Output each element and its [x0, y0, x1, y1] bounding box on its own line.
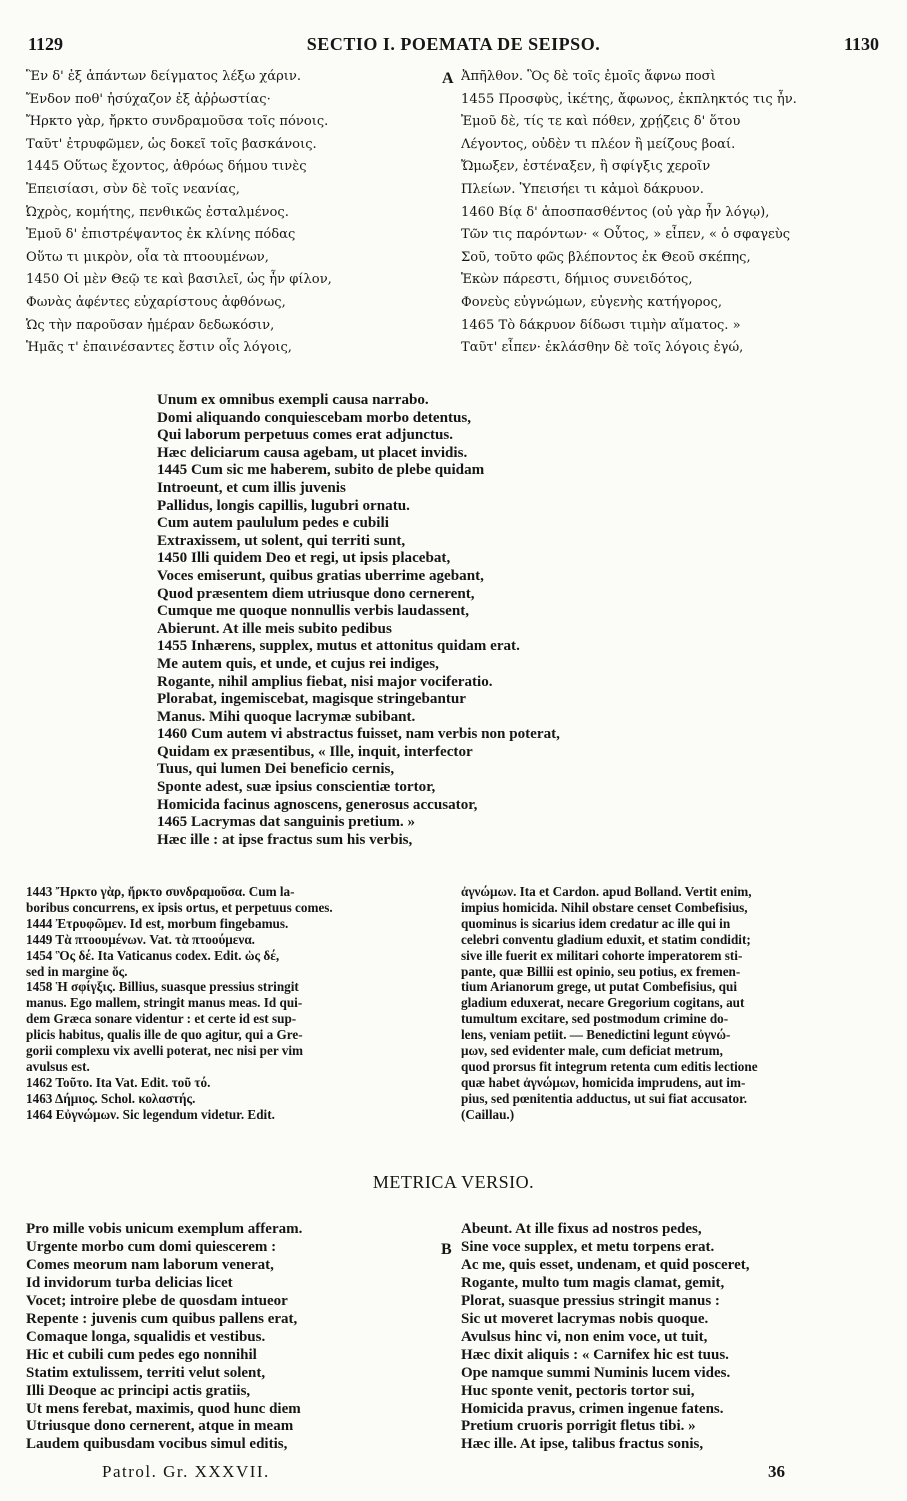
- text-line: Rogante, multo tum magis clamat, gemit,: [461, 1274, 725, 1291]
- section-title: METRICA VERSIO.: [372, 1172, 535, 1192]
- text-line: manus. Ego mallem, stringit manus meas. Id qui-: [26, 995, 303, 1011]
- text-line: Ut mens ferebat, maximis, quod hunc diem: [26, 1400, 301, 1417]
- text-line: Homicida pravus, crimen ingenue fatens.: [461, 1400, 724, 1417]
- text-line: Φονεὺς εὐγνώμων, εὐγενὴς κατήγορος,: [461, 294, 723, 310]
- text-line: Sine voce supplex, et metu torpens erat.: [461, 1238, 715, 1255]
- greek-column-left: [26, 66, 438, 360]
- text-line: Λέγοντος, οὐδὲν τι πλέον ἢ μείζους βοαί.: [461, 136, 736, 152]
- text-line: Comes meorum nam laborum venerat,: [26, 1256, 274, 1273]
- text-line: Abierunt. At ille meis subito pedibus: [157, 620, 392, 637]
- text-line: Plorabat, ingemiscebat, magisque stringebantur: [157, 691, 466, 708]
- text-line: Laudem quibusdam vocibus simul editis,: [26, 1436, 288, 1453]
- metric-version-left: [26, 1221, 440, 1454]
- column-marker-b: B: [441, 1241, 452, 1258]
- text-line: quæ habet ἀγνώμων, homicida imprudens, aut im-: [461, 1074, 746, 1090]
- text-line: Hæc ille : at ipse fractus sum his verbis,: [157, 831, 413, 848]
- text-line: Statim extulissem, territi velut solent,: [26, 1364, 266, 1381]
- text-line: 1454 Ὃς δέ. Ita Vaticanus codex. Edit. ὡς δέ,: [26, 947, 280, 963]
- text-line: μων, sed evidenter male, cum deficiat metrum,: [461, 1043, 723, 1059]
- text-line: Utriusque dono cernerent, atque in meam: [26, 1418, 294, 1435]
- text-line: Rogante, nihil amplius fiebat, nisi major vociferatio.: [157, 673, 493, 690]
- text-line: lens, veniam petiit. — Benedictini legunt εὐγνώ-: [461, 1027, 731, 1043]
- running-title: SECTIO I. POEMATA DE SEIPSO.: [306, 34, 601, 54]
- text-line: 1464 Εὐγνώμων. Sic legendum videtur. Edit.: [26, 1106, 275, 1122]
- text-line: Avulsus hinc vi, non enim voce, ut tuit,: [461, 1328, 708, 1345]
- latin-translation: [157, 392, 757, 849]
- text-line: Domi aliquando conquiescebam morbo detentus,: [157, 409, 472, 426]
- text-line: 1443 Ἤρκτο γὰρ, ἤρκτο συνδραμοῦσα. Cum la-: [26, 884, 295, 899]
- text-line: Ἑκὼν πάρεστι, δήμιος συνειδότος,: [461, 272, 693, 288]
- text-line: Urgente morbo cum domi quiescerem :: [26, 1238, 277, 1255]
- text-line: Sic ut moveret lacrymas nobis quoque.: [461, 1310, 709, 1327]
- text-line: Ἤρκτο γὰρ, ἤρκτο συνδραμοῦσα τοῖς πόνοις.: [26, 114, 329, 130]
- text-line: 1450 Οἱ μὲν Θεῷ τε καὶ βασιλεῖ, ὡς ἦν φίλον,: [26, 272, 332, 288]
- text-line: Ὡς τὴν παροῦσαν ἡμέραν δεδωκόσιν,: [26, 317, 275, 333]
- text-line: 1450 Illi quidem Deo et regi, ut ipsis placebat,: [157, 550, 451, 567]
- text-line: tumultum excitare, sed postmodum crimine do-: [461, 1011, 729, 1027]
- text-line: sed in margine ὅς.: [26, 963, 128, 979]
- text-line: Comaque longa, squalidis et vestibus.: [26, 1328, 266, 1345]
- text-line: Ἐμοῦ δ' ἐπιστρέψαντος ἐκ κλίνης πόδας: [26, 227, 296, 243]
- text-line: Hæc ille. At ipse, talibus fractus sonis,: [461, 1436, 704, 1453]
- text-line: Pretium cruoris porrigit fletus tibi. »: [461, 1418, 696, 1435]
- text-line: Ἐπεισίασι, σὺν δὲ τοῖς νεανίας,: [26, 181, 240, 197]
- text-line: Hæc deliciarum causa agebam, ut placet invidis.: [157, 444, 468, 461]
- text-line: Οὕτω τι μικρὸν, οἷα τὰ πτοουμένων,: [26, 249, 269, 265]
- text-line: Hæc dixit aliquis : « Carnifex hic est tuus.: [461, 1346, 729, 1363]
- text-line: Ἐμοῦ δὲ, τίς τε καὶ πόθεν, χρῄζεις δ' ὅτου: [461, 114, 741, 130]
- text-line: Vocet; introire plebe de quosdam intueor: [26, 1292, 288, 1309]
- text-line: pius, sed pœnitentia adductus, ut sui fiat accusator.: [461, 1090, 748, 1106]
- text-line: sive ille fuerit ex militari cohorte imperatorem sti-: [461, 947, 743, 963]
- column-marker-a: A: [442, 70, 454, 87]
- text-line: Ἀπῆλθον. Ὃς δὲ τοῖς ἐμοῖς ἄφνω ποσὶ: [461, 69, 716, 84]
- text-line: quod prorsus fit integrum retenta cum editis lectione: [461, 1058, 758, 1074]
- text-line: (Caillau.): [461, 1106, 515, 1122]
- text-line: Ταῦτ' ἐτρυφῶμεν, ὡς δοκεῖ τοῖς βασκάνοις.: [26, 136, 317, 152]
- text-line: Πλείων. Ὑπεισήει τι κἀμοὶ δάκρυον.: [461, 181, 704, 197]
- metric-version-right: [461, 1221, 881, 1454]
- notes-column-right: [461, 884, 885, 1123]
- text-line: Huc sponte venit, pectoris tortor sui,: [461, 1382, 695, 1399]
- text-line: 1462 Τοῦτο. Ita Vat. Edit. τοῦ τό.: [26, 1074, 211, 1090]
- text-line: plicis habitus, qualis ille de quo agitur, qui a Gre-: [26, 1027, 303, 1043]
- text-line: Quod præsentem diem utriusque dono cernerent,: [157, 585, 475, 602]
- text-line: 1449 Τὰ πτοουμένων. Vat. τὰ πτοούμενα.: [26, 931, 255, 947]
- text-line: Manus. Mihi quoque lacrymæ subibant.: [157, 708, 416, 725]
- text-line: Plorat, suasque pressius stringit manus :: [461, 1292, 720, 1309]
- page-header: [28, 34, 879, 56]
- text-line: Hic et cubili cum pedes ego nonnihil: [26, 1346, 257, 1363]
- text-line: Introeunt, et cum illis juvenis: [157, 479, 346, 496]
- text-line: Ταῦτ' εἶπεν· ἐκλάσθην δὲ τοῖς λόγοις ἐγώ,: [461, 340, 744, 356]
- text-line: Sponte adest, suæ ipsius conscientiæ tortor,: [157, 779, 436, 796]
- text-line: 1463 Δήμιος. Schol. κολαστής.: [26, 1090, 196, 1106]
- text-line: Pallidus, longis capillis, lugubri ornatu.: [157, 497, 410, 514]
- footer-signature: Patrol. Gr. XXXVII.: [102, 1462, 270, 1481]
- text-line: Ἓν δ' ἐξ ἁπάντων δείγματος λέξω χάριν.: [26, 69, 302, 84]
- text-line: Pro mille vobis unicum exemplum afferam.: [26, 1221, 303, 1237]
- text-line: 1465 Τὸ δάκρυον δίδωσι τιμὴν αἵματος. »: [461, 317, 741, 333]
- text-line: Unum ex omnibus exempli causa narrabo.: [157, 392, 429, 408]
- text-line: Homicida facinus agnoscens, generosus accusator,: [157, 796, 478, 813]
- text-line: gorii complexu vix avelli poterat, nec nisi per vim: [26, 1043, 304, 1059]
- text-line: Qui laborum perpetuus comes erat adjunctus.: [157, 427, 454, 444]
- text-line: Cum autem paululum pedes e cubili: [157, 515, 389, 532]
- text-line: ἀγνώμων. Ita et Cardon. apud Bolland. Vertit enim,: [461, 884, 752, 899]
- text-line: Τῶν τις παρόντων· « Οὗτος, » εἶπεν, « ὁ σφαγεὺς: [461, 227, 791, 243]
- page-number-left: 1129: [28, 34, 64, 54]
- text-line: Illi Deoque ac principi actis gratiis,: [26, 1382, 251, 1399]
- text-line: 1458 Ἡ σφίγξις. Billius, suasque pressius stringit: [26, 979, 299, 995]
- text-line: Voces emiserunt, quibus gratias uberrime agebant,: [157, 567, 484, 584]
- text-line: 1465 Lacrymas dat sanguinis pretium. »: [157, 814, 416, 831]
- text-line: celebri conventu gladium eduxit, et statim condidit;: [461, 931, 751, 947]
- page-number-right: 1130: [843, 34, 879, 54]
- text-line: Σοῦ, τοῦτο φῶς βλέποντος ἐκ Θεοῦ σκέπης,: [461, 249, 751, 265]
- text-line: Ὤμωξεν, ἐστέναξεν, ἢ σφίγξις χεροῖν: [461, 159, 711, 175]
- text-line: Ope namque summi Numinis lucem vides.: [461, 1364, 731, 1381]
- text-line: tium Arianorum grege, ut putat Combefisius, qui: [461, 979, 737, 995]
- text-line: Ἡμᾶς τ' ἐπαινέσαντες ἔστιν οἷς λόγοις,: [26, 340, 292, 356]
- text-line: Quidam ex præsentibus, « Ille, inquit, interfector: [157, 743, 473, 760]
- text-line: 1460 Cum autem vi abstractus fuisset, nam verbis non poterat,: [157, 726, 560, 743]
- text-line: 1455 Προσφὺς, ἱκέτης, ἄφωνος, ἐκπληκτός τις ἦν.: [461, 91, 797, 107]
- text-line: 1445 Οὕτως ἔχοντος, ἀθρόως δήμου τινὲς: [26, 159, 307, 175]
- text-line: Ac me, quis esset, undenam, et quid posceret,: [461, 1256, 750, 1273]
- text-line: impius homicida. Nihil obstare censet Combefisius,: [461, 899, 748, 915]
- text-line: 1445 Cum sic me haberem, subito de plebe quidam: [157, 462, 485, 479]
- text-line: Tuus, qui lumen Dei beneficio cernis,: [157, 761, 395, 778]
- text-line: Ὠχρὸς, κομήτης, πενθικῶς ἐσταλμένος.: [26, 204, 289, 220]
- text-line: avulsus est.: [26, 1058, 90, 1074]
- footer-sheet-number: 36: [768, 1462, 785, 1481]
- text-line: Abeunt. At ille fixus ad nostros pedes,: [461, 1221, 702, 1237]
- text-line: 1444 Ἐτρυφῶμεν. Id est, morbum fingebamus.: [26, 915, 289, 931]
- text-line: Repente : juvenis cum quibus pallens erat,: [26, 1310, 298, 1327]
- text-line: gladium eduxerat, necare Gregorium cogitans, aut: [461, 995, 745, 1011]
- text-line: Id invidorum turba delicias licet: [26, 1274, 233, 1291]
- text-line: Ἔνδον ποθ' ἡσύχαζον ἐξ ἀῤῥωστίας·: [26, 91, 271, 107]
- text-line: boribus concurrens, ex ipsis ortus, et perpetuus comes.: [26, 899, 333, 915]
- text-line: Me autem quis, et unde, et cujus rei indiges,: [157, 655, 439, 672]
- text-line: Extraxissem, ut solent, qui territi sunt,: [157, 532, 406, 549]
- greek-column-right: [461, 66, 881, 360]
- text-line: 1460 Βίᾳ δ' ἀποσπασθέντος (οὐ γὰρ ἦν λόγῳ),: [461, 204, 770, 220]
- text-line: Cumque me quoque nonnullis verbis laudassent,: [157, 603, 470, 620]
- notes-column-left: [26, 884, 440, 1123]
- text-line: 1455 Inhærens, supplex, mutus et attonitus quidam erat.: [157, 638, 520, 655]
- text-line: Φωνὰς ἀφέντες εὐχαρίστους ἀφθόνως,: [26, 294, 286, 310]
- page-footer: [0, 1462, 907, 1486]
- text-line: dem Græca sonare videntur : et certe id est sup-: [26, 1011, 297, 1027]
- text-line: quominus is sicarius idem credatur ac ille qui in: [461, 915, 731, 931]
- text-line: pante, quæ Billii est opinio, seu potius, ex fremen-: [461, 963, 741, 979]
